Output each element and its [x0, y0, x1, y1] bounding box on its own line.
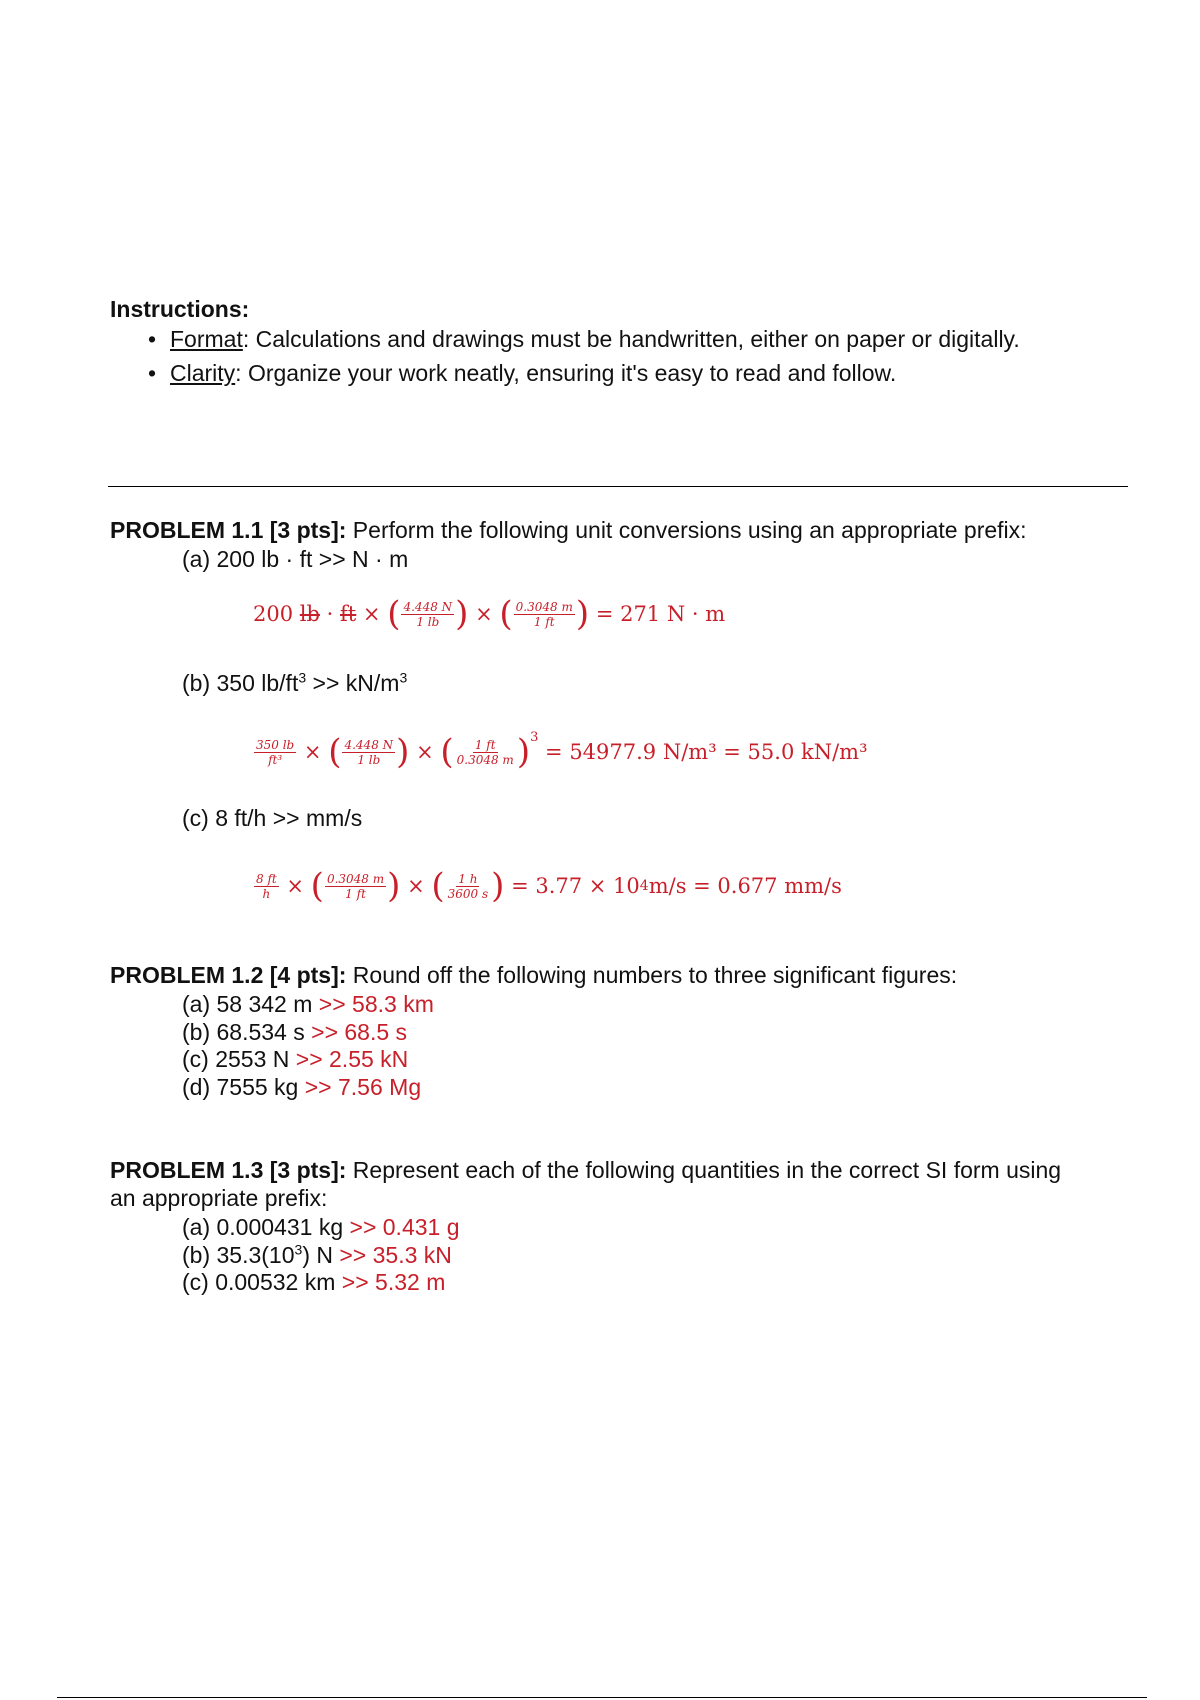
- value: 200: [253, 602, 294, 626]
- problem-1-2-list: [182, 991, 434, 1101]
- problem-1-2-prompt: Round off the following numbers to three significant figures:: [346, 962, 958, 988]
- problem-1-1-prompt: Perform the following unit conversions using an appropriate prefix:: [346, 517, 1027, 543]
- problem-1-1-title: PROBLEM 1.1 [3 pts]:: [110, 517, 347, 543]
- list-item: (b) $35.3(10^3) N >> 35.3$ kN: [182, 1240, 452, 1268]
- fraction: $\frac{350 lb}{\text{ft³}}$: [256, 737, 295, 767]
- problem-1-1-heading: [110, 517, 1150, 544]
- fraction: $\frac{1 ft}{0.3048 m}$: [456, 737, 514, 767]
- list-item: (c) 2553 N >> 2.55 kN: [182, 1046, 409, 1072]
- problem-1-1a-work: 200 lb · ft × ( $\frac{4.448 N}{1 lb}$ ) × ( $\frac{0.3048 m}{1 ft}$ ) = 271 N · m: [253, 594, 726, 634]
- format-text: : Calculations and drawings must be handwritten, either on paper or digitally.: [242, 326, 1020, 352]
- problem-1-1b-question: (b) 350 $lb/ft^3 >> kN/m^3$: [182, 669, 408, 696]
- fraction: $\frac{4.448 N}{1 lb}$: [344, 737, 394, 767]
- list-item: (a) 0.000431 kg >> 0.431 g: [182, 1214, 460, 1240]
- fraction: $\frac{1 h}{3600 s}$: [447, 871, 489, 901]
- result: m/s = 0.677 mm/s: [648, 874, 842, 898]
- footer-divider: [57, 1697, 1147, 1698]
- bullet-icon: •: [148, 326, 157, 352]
- clarity-label: Clarity: [170, 360, 236, 386]
- list-item: [110, 326, 1110, 360]
- bullet-icon: •: [148, 360, 157, 386]
- problem-1-1a-question: (a) 200 lb · ft >> N · m: [182, 546, 409, 572]
- result: = 3.77 × 10: [511, 874, 640, 898]
- problem-1-2-heading: [110, 962, 1150, 989]
- list-item: [110, 360, 1110, 394]
- times: ×: [362, 602, 381, 626]
- problem-1-1c-question: (c) 8 ft/h >> mm/s: [182, 805, 363, 831]
- list-item: (c) 0.00532 km >> 5.32 m: [182, 1269, 446, 1295]
- result: = 54977.9 N/m³ = 55.0 kN/m³: [545, 740, 868, 764]
- problem-1-2-title: PROBLEM 1.2 [4 pts]:: [110, 962, 347, 988]
- dot: ·: [326, 602, 334, 626]
- unit-cancel: lb: [299, 602, 320, 626]
- problem-1-3-prompt: Represent each of the following quantities in the correct SI form using: [346, 1157, 1062, 1183]
- fraction: $\frac{8 ft}{h}$: [256, 871, 277, 901]
- result: = 271 N · m: [595, 602, 726, 626]
- fraction: $\frac{0.3048 m}{1 ft}$: [515, 599, 573, 629]
- fraction: $\frac{4.448 N}{1 lb}$: [403, 599, 453, 629]
- fraction: $\frac{0.3048 m}{1 ft}$: [326, 871, 385, 901]
- problem-1-3-list: [182, 1214, 460, 1297]
- instructions-list: [110, 326, 1110, 394]
- unit-cancel: ft: [340, 602, 357, 626]
- divider: [108, 486, 1128, 487]
- list-item: (d) 7555 kg >> 7.56 Mg: [182, 1073, 422, 1100]
- problem-1-3-heading: [110, 1156, 1150, 1212]
- list-item: (b) 68.534 s >> 68.5 s: [182, 1018, 408, 1045]
- problem-1-1b-work: $\frac{350 lb}{\text{ft³}}$ × ( $\frac{4.448 N}{1 lb}$ ) × ( $\frac{1 ft}{0.3048 m}$ ) $^3$ = 54977.9 N/m³ = 55.0 kN/m³: [256, 730, 868, 772]
- instructions-title: Instructions:: [110, 296, 250, 322]
- clarity-text: : Organize your work neatly, ensuring it's easy to read and follow.: [235, 360, 897, 386]
- problem-1-1c-work: $\frac{8 ft}{h}$ × ( $\frac{0.3048 m}{1 ft}$ ) × ( $\frac{1 h}{3600 s}$ ) = 3.77 × 10 4 m/s = 0.677 mm/s: [256, 866, 842, 906]
- problem-1-3-prompt-cont: an appropriate prefix:: [110, 1185, 328, 1211]
- format-label: Format: [170, 326, 243, 352]
- times: ×: [475, 602, 493, 626]
- list-item: (a) 58 342 m >> 58.3 km: [182, 991, 434, 1017]
- problem-1-3-title: PROBLEM 1.3 [3 pts]:: [110, 1157, 347, 1183]
